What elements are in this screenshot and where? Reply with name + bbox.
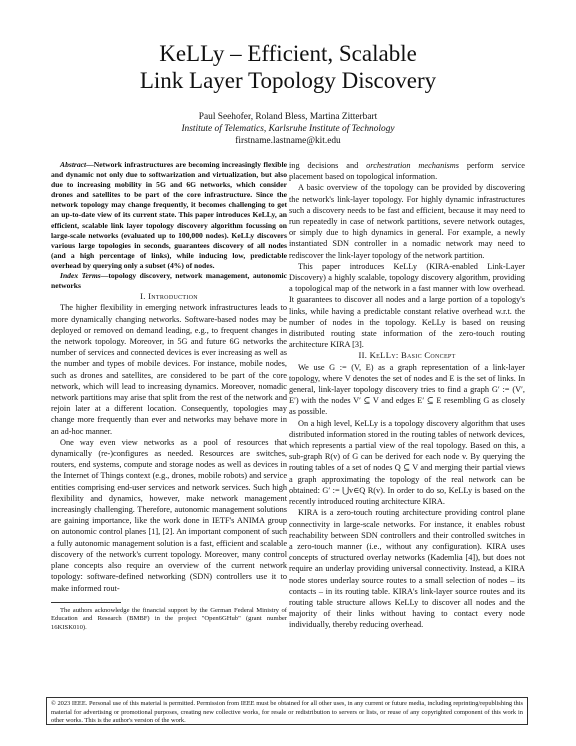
paper-title — [0, 40, 576, 94]
index-terms-text: —topology discovery, network management, autonomic networks — [51, 271, 287, 291]
author-names: Paul Seehofer, Roland Bless, Martina Zitterbart — [198, 112, 378, 122]
title-line-1: KeLLy – Efficient, Scalable — [159, 41, 417, 66]
index-terms-label: Index Terms — [60, 271, 101, 281]
section-heading-kelly: II. KeLLy: Basic Concept — [358, 350, 456, 361]
kelly-paragraph-1: We use G := (V, E) as a graph representation of a link-layer topology, where V denotes the set of nodes and E is the set of links. In general, link-layer topology discovery tries to find a graph G′ := (V′, E′) with the nodes V′ ⊆ V and edges E′ ⊆ E resembling G as closely as possible. — [289, 362, 525, 417]
author-block — [0, 111, 576, 147]
right-column — [289, 160, 525, 631]
funding-footnote: The authors acknowledge the financial support by the German Federal Ministry of Education and Research (BMBF) in the project "Open6GHub" (grant number 16KISK010). — [51, 606, 287, 631]
intro-paragraph-1: The higher flexibility in emerging network infrastructures leads to more dynamically changing networks. Software-based nodes may be deployed or removed on demand leading, e.g., to frequent changes in the network topology. Moreover, in 5G and future 6G networks the number of services and connected devices is ever increasing as well as the number and types of mobile devices. For instance, mobile nodes, such as drones and satellites, are considered to be part of the core network, which will lead to increasing dynamics. Moreover, nomadic network partitions may arise that split from the rest of the network and rejoin later at a different location. Consequently, topologies may change more frequently than ever and networks may behave more in an ad-hoc manner. — [51, 303, 287, 436]
abstract — [51, 160, 287, 271]
intro-paragraph-3 — [289, 160, 525, 182]
copyright-notice: © 2023 IEEE. Personal use of this material is permitted. Permission from IEEE must be obtained for all other uses, in any current or future media, including reprinting/republishing this material for advertising or promotional purposes, creating new collective works, for resale or redistribution to servers or lists, or reuse of any copyrighted component of this work in other works. This is the author's version of the work. — [46, 697, 528, 725]
section-heading-introduction: I. Introduction — [140, 291, 198, 302]
text-run: ing decisions and — [289, 161, 367, 170]
author-institution: Institute of Telematics, Karlsruhe Institute of Technology — [181, 124, 395, 134]
abstract-text: —Network infrastructures are becoming increasingly flexible and dynamic not only due to softwarization and virtualization, but also due to increasing mobility in 5G and 6G networks, which consider drones and satellites to be part of the core infrastructure. Since the network topology may change frequently, it becomes challenging to get an up-to-date view of its current state. This paper introduces KeLLy, an efficient, scalable link layer topology discovery algorithm focussing on large-scale networks (evaluated up to 100,000 nodes). KeLLy discovers various large topologies in seconds, guarantees discovery of all nodes (and a high percentage of links), while inducing low, predictable overhead by querying only a subset (4%) of nodes. — [51, 160, 287, 270]
author-email: firstname.lastname@kit.edu — [235, 136, 341, 146]
intro-paragraph-2: One way even view networks as a pool of resources that dynamically (re-)configures as needed. Resources are switches, routers, end systems, compute and storage nodes as well as devices in the Internet of Things context (e.g., drones, mobile robots) and service entities comprising end-user services and network services. Such high flexibility and dynamics, however, make network management increasingly challenging. Therefore, autonomic management solutions are gaining importance, like the work done in IETF's ANIMA group on autonomic control planes [1], [2]. An important component of such a fully autonomic management solution is a fast, efficient and scalable discovery of the network's current topology. Moreover, many control plane concepts also require an overview of the current network topology: software-defined networking (SDN) controllers use it to make informed rout- — [51, 437, 287, 593]
intro-paragraph-5: This paper introduces KeLLy (KIRA-enabled Link-Layer Discovery) a highly scalable, topology discovery algorithm, providing a topological map of the network in a fast manner with low overhead. It guarantees to discover all nodes and a large portion of a topology's links, while having a predictable constant relative overhead w.r.t. the number of nodes in the topology. KeLLy is based on reusing distributed routing state information of the zero-touch routing architecture KIRA [3]. — [289, 261, 525, 350]
text-run: perform service placement based on topological information. — [289, 161, 525, 182]
kelly-paragraph-2: On a high level, KeLLy is a topology discovery algorithm that uses distributed information stored in the routing tables of network devices, which represents a partial view of the real topology. Based on this, a sub-graph R(v) of G can be derived for each node v. By querying the routing tables of a set of nodes Q ⊆ V and merging their partial views a graph approximating the topology of the real network can be obtained: G′ := ⋃v∈Q R(v). In order to do so, KeLLy is based on the recently introduced routing architecture KIRA. — [289, 418, 525, 507]
intro-paragraph-4: A basic overview of the topology can be provided by discovering the network's link-layer topology. For highly dynamic infrastructures such a discovery needs to be fast and efficient, because it may need to run repeatedly in case of network partitions, severe network outages, or simply due to high dynamics in general. For example, a newly instantiated SDN controller in a nomadic network may need to rediscover the link-layer topology of the network partition. — [289, 183, 525, 260]
emphasis-run: orchestration mechanisms — [366, 161, 459, 170]
index-terms — [51, 271, 287, 291]
title-line-2: Link Layer Topology Discovery — [139, 68, 437, 93]
footnote-divider — [51, 602, 121, 603]
left-column — [51, 160, 287, 632]
abstract-label: Abstract — [60, 160, 87, 169]
kelly-paragraph-3: KIRA is a zero-touch routing architecture providing control plane connectivity in large-scale networks. For instance, it enables robust reachability between SDN controllers and their controlled switches in a zero-touch manner (i.e., without any configuration). KIRA uses concepts of structured overlay networks (Kademlia [4]), but does not require an underlay providing universal connectivity. Instead, a KIRA node stores underlay source routes to a small selection of nodes – its contacts – in its routing table. KIRA's link-layer source routes and its routing table structure allows KeLLy to discover all nodes and the majority of their links without having to contact every node individually, thereby reducing overhead. — [289, 508, 525, 630]
